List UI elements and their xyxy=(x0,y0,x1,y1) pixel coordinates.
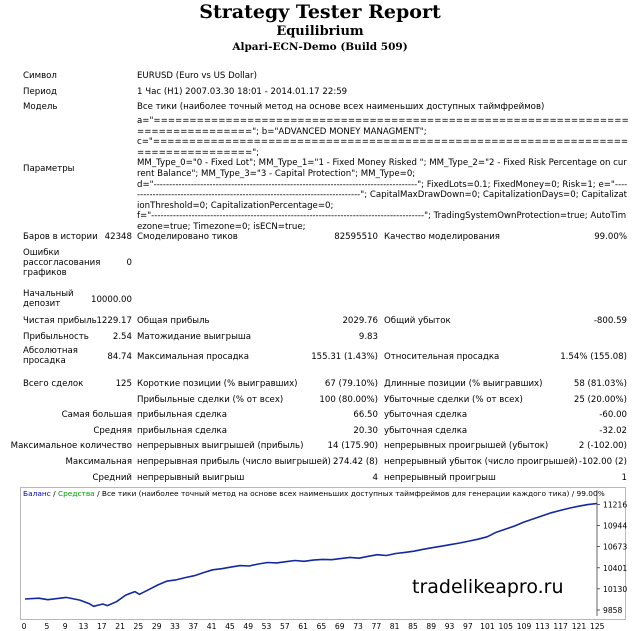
x-tick-label: 105 xyxy=(498,622,513,631)
average-loss-value: -32.02 xyxy=(599,426,627,436)
profit-factor-value: 2.54 xyxy=(112,332,132,342)
average-consecutive-losses-value: 1 xyxy=(621,473,627,483)
expected-payoff-value: 9.83 xyxy=(358,332,378,342)
quality-label: Качество моделирования xyxy=(384,232,500,242)
errors-value: 0 xyxy=(126,258,132,268)
y-tick-label: 11216 xyxy=(603,500,627,510)
gross-profit-value: 2029.76 xyxy=(342,316,378,326)
largest-loss-label: убыточная сделка xyxy=(384,410,468,420)
x-tick-label: 57 xyxy=(279,622,290,631)
x-tick-label: 73 xyxy=(353,622,363,631)
maximal-consecutive-loss-value: -102.00 (2) xyxy=(578,457,627,467)
quality-value: 99.00% xyxy=(594,232,627,242)
x-tick-label: 9 xyxy=(62,622,68,631)
max-consecutive-losses-value: 2 (-102.00) xyxy=(578,441,627,451)
x-tick-label: 77 xyxy=(371,622,382,631)
largest-profit-label: прибыльная сделка xyxy=(137,410,227,420)
long-positions-label: Длинные позиции (% выигравших) xyxy=(384,379,543,389)
absolute-drawdown-label: Абсолютная просадка xyxy=(23,346,78,366)
balance-chart-svg xyxy=(21,488,627,621)
total-trades-label: Всего сделок xyxy=(23,379,84,389)
x-tick-label: 93 xyxy=(444,622,455,631)
average-profit-value: 20.30 xyxy=(353,426,378,436)
x-tick-label: 89 xyxy=(426,622,437,631)
x-tick-label: 29 xyxy=(151,622,162,631)
x-tick-label: 125 xyxy=(590,622,605,631)
short-positions-label: Короткие позиции (% выигравших) xyxy=(137,379,298,389)
y-tick-label: 10673 xyxy=(603,542,627,552)
balance-chart xyxy=(20,487,626,620)
max-consecutive-wins-value: 14 (175.90) xyxy=(327,441,378,451)
maximal-drawdown-label: Максимальная просадка xyxy=(137,352,249,362)
y-tick-label: 10401 xyxy=(603,563,627,573)
max-consecutive-wins-label: непрерывных выигрышей (прибыль) xyxy=(137,441,304,451)
x-tick-label: 101 xyxy=(480,622,495,631)
relative-drawdown-label: Относительная просадка xyxy=(384,352,500,362)
watermark-text: tradelikeapro.ru xyxy=(412,576,564,598)
short-positions-value: 67 (79.10%) xyxy=(324,379,378,389)
maximal-consecutive-profit-value: 274.42 (8) xyxy=(333,457,378,467)
average-label: Средняя xyxy=(93,426,132,436)
maximal-drawdown-value: 155.31 (1.43%) xyxy=(311,352,378,362)
relative-drawdown-value: 1.54% (155.08) xyxy=(560,352,627,362)
x-tick-label: 61 xyxy=(298,622,308,631)
largest-profit-value: 66.50 xyxy=(353,410,378,420)
average-consecutive-losses-label: непрерывный проигрыш xyxy=(384,473,496,483)
legend-balance: Баланс xyxy=(23,489,51,498)
y-tick-label: 10944 xyxy=(603,521,627,531)
loss-trades-label: Убыточные сделки (% от всех) xyxy=(384,395,523,405)
legend-description: / Все тики (наиболее точный метод на основе всех наименьших доступных таймфреймов для генерации каждого тика) / 99.00% xyxy=(94,489,605,498)
x-tick-label: 45 xyxy=(225,622,235,631)
period-value: 1 Час (H1) 2007.03.30 18:01 - 2014.01.17 22:59 xyxy=(137,87,348,97)
total-trades-value: 125 xyxy=(115,379,132,389)
average-consecutive-wins-value: 4 xyxy=(372,473,378,483)
average-loss-label: убыточная сделка xyxy=(384,426,468,436)
x-tick-label: 0 xyxy=(21,622,27,631)
average-consecutive-label: Средний xyxy=(92,473,132,483)
gross-loss-value: -800.59 xyxy=(593,316,627,326)
ticks-label: Смоделировано тиков xyxy=(137,232,238,242)
x-tick-label: 81 xyxy=(389,622,400,631)
x-tick-label: 53 xyxy=(261,622,272,631)
x-tick-label: 25 xyxy=(133,622,144,631)
long-positions-value: 58 (81.03%) xyxy=(573,379,627,389)
maximal-consecutive-loss-label: непрерывный убыток (число проигрышей) xyxy=(384,457,578,467)
model-label: Модель xyxy=(23,102,58,112)
max-consecutive-label: Максимальное количество xyxy=(10,441,132,451)
y-tick-label: 10130 xyxy=(603,584,627,594)
bars-value: 42348 xyxy=(104,232,132,242)
errors-label: Ошибки рассогласования графиков xyxy=(23,248,101,278)
x-tick-label: 85 xyxy=(408,622,418,631)
legend-equity: Средства xyxy=(57,489,95,498)
max-consecutive-losses-label: непрерывных проигрышей (убыток) xyxy=(384,441,549,451)
x-tick-label: 113 xyxy=(535,622,550,631)
x-tick-label: 65 xyxy=(316,622,327,631)
x-tick-label: 97 xyxy=(463,622,473,631)
x-tick-label: 37 xyxy=(188,622,199,631)
maximal-consecutive-profit-label: непрерывная прибыль (число выигрышей) xyxy=(137,457,331,467)
params-value: a="=================================================================================="; b="ADVANCED MONEY MANAGMENT"; c="=================================================================================="; MM_Type_0="0 - Fixed Lot"; MM_Type_1="1 - Fixed Money Risked "; MM_Type_2="2 - Fixed Risk Percentage on current Balance"; MM_Type_3="3 - Capital Protection"; MM_Type=0; d="-------------------------------------------------------------------------------------"; FixedLots=0.1; FixedMoney=0; Risk=1; e="----------------------------------------------------------------------------"; CapitalMaxDrawDown=0; CapitalizationDays=0; CapitalizationThreshold=0; CapitalizationPercentage=0; f="----------------------------------------------------------------------------------------"; TradingSystemOwnProtection=true; AutoTimezone=true; Timezone=0; isECN=true; xyxy=(137,116,629,232)
profit-trades-value: 100 (80.00%) xyxy=(319,395,378,405)
x-tick-label: 21 xyxy=(115,622,125,631)
bars-label: Баров в истории xyxy=(23,232,98,242)
report-title: Strategy Tester Report xyxy=(199,1,441,23)
deposit-label: Начальный депозит xyxy=(23,289,74,309)
x-tick-label: 109 xyxy=(516,622,532,631)
x-tick-label: 17 xyxy=(96,622,107,631)
profit-factor-label: Прибыльность xyxy=(23,332,89,342)
net-profit-value: 1229.17 xyxy=(96,316,132,326)
loss-trades-value: 25 (20.00%) xyxy=(573,395,627,405)
ticks-value: 82595510 xyxy=(334,232,378,242)
period-label: Период xyxy=(23,87,57,97)
legend-separator: / xyxy=(50,489,58,498)
y-tick-label: 9858 xyxy=(603,606,623,615)
largest-label: Самая большая xyxy=(61,410,132,420)
x-tick-label: 117 xyxy=(553,622,568,631)
model-value: Все тики (наиболее точный метод на основе всех наименьших доступных таймфреймов) xyxy=(137,102,545,112)
largest-loss-value: -60.00 xyxy=(599,410,627,420)
x-tick-label: 33 xyxy=(170,622,180,631)
gross-loss-label: Общий убыток xyxy=(384,316,451,326)
gross-profit-label: Общая прибыль xyxy=(137,316,210,326)
expert-name: Equilibrium xyxy=(276,24,364,39)
absolute-drawdown-value: 84.74 xyxy=(107,352,132,362)
deposit-value: 10000.00 xyxy=(90,295,132,305)
server-name: Alpari-ECN-Demo (Build 509) xyxy=(232,41,408,53)
average-consecutive-wins-label: непрерывный выигрыш xyxy=(137,473,245,483)
x-tick-label: 69 xyxy=(334,622,345,631)
average-profit-label: прибыльная сделка xyxy=(137,426,227,436)
x-tick-label: 49 xyxy=(243,622,254,631)
x-tick-label: 5 xyxy=(44,622,50,631)
chart-legend xyxy=(23,489,605,498)
x-tick-label: 13 xyxy=(78,622,89,631)
profit-trades-label: Прибыльные сделки (% от всех) xyxy=(137,395,284,405)
x-tick-label: 41 xyxy=(206,622,217,631)
symbol-label: Символ xyxy=(23,71,57,81)
symbol-value: EURUSD (Euro vs US Dollar) xyxy=(137,71,257,81)
x-tick-label: 121 xyxy=(571,622,587,631)
params-label: Параметры xyxy=(23,164,75,174)
net-profit-label: Чистая прибыль xyxy=(23,316,97,326)
maximal-consecutive-label: Максимальная xyxy=(65,457,132,467)
expected-payoff-label: Матожидание выигрыша xyxy=(137,332,252,342)
